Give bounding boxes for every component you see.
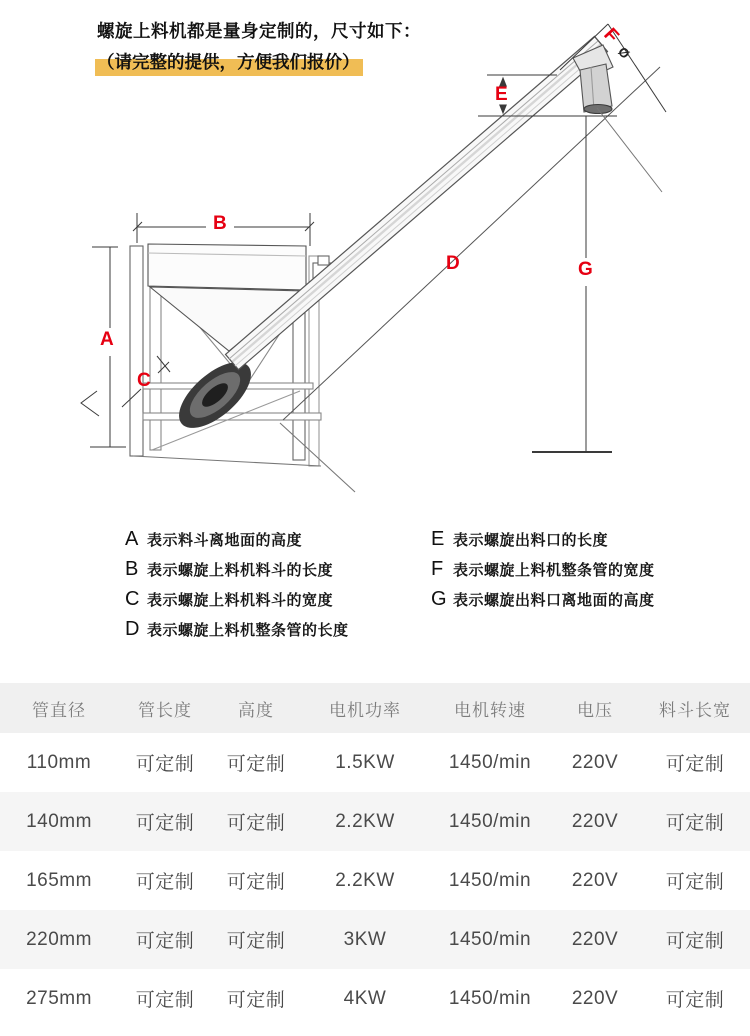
spec-table <box>0 683 750 1028</box>
page-title: 螺旋上料机都是量身定制的，尺寸如下： <box>97 21 421 41</box>
highlighted-note: （请完整的提供，方便我们报价） <box>95 51 363 76</box>
legend-item-b <box>125 558 349 588</box>
dim-label-g: G <box>578 259 593 280</box>
table-cell: 可定制 <box>226 754 286 775</box>
legend-description: 表示螺旋上料机整条管的长度 <box>147 622 349 639</box>
column-header: 管直径 <box>32 700 86 720</box>
table-cell: 可定制 <box>135 872 195 893</box>
column-header: 电机转速 <box>454 700 526 720</box>
table-cell: 1.5KW <box>335 751 395 773</box>
table-cell: 110mm <box>26 751 92 773</box>
column-header: 管长度 <box>138 700 192 720</box>
table-cell: 1450/min <box>448 751 532 773</box>
legend-letter: E <box>431 528 445 550</box>
drive-motor <box>168 350 262 439</box>
legend-item-d <box>125 618 349 648</box>
spec-table-header <box>0 683 750 733</box>
table-cell: 可定制 <box>135 931 195 952</box>
table-cell: 1450/min <box>448 869 532 891</box>
discharge-spout <box>573 45 613 114</box>
table-cell: 可定制 <box>226 872 286 893</box>
table-cell: 220V <box>571 810 619 832</box>
table-cell: 可定制 <box>665 813 725 834</box>
table-row <box>0 969 750 1028</box>
table-cell: 可定制 <box>665 931 725 952</box>
table-cell: 2.2KW <box>335 869 395 891</box>
table-cell: 可定制 <box>665 872 725 893</box>
table-row <box>0 792 750 851</box>
table-cell: 可定制 <box>226 990 286 1011</box>
table-row <box>0 851 750 910</box>
table-cell: 275mm <box>26 987 92 1009</box>
table-cell: 可定制 <box>135 990 195 1011</box>
table-cell: 2.2KW <box>335 810 395 832</box>
legend-letter: A <box>125 528 139 550</box>
legend-description: 表示料斗离地面的高度 <box>147 532 303 549</box>
legend-description: 表示螺旋上料机料斗的长度 <box>147 562 334 579</box>
legend-item-a <box>125 528 349 558</box>
legend-letter: F <box>431 558 444 580</box>
column-header: 电压 <box>577 700 613 720</box>
table-cell: 140mm <box>26 810 92 832</box>
column-header: 电机功率 <box>329 700 401 720</box>
legend-description: 表示螺旋出料口离地面的高度 <box>453 592 655 609</box>
legend-description: 表示螺旋出料口的长度 <box>453 532 609 549</box>
table-row <box>0 733 750 792</box>
dim-label-d: D <box>446 253 460 274</box>
column-header: 料斗长宽 <box>659 700 731 720</box>
dim-label-b: B <box>213 213 227 234</box>
legend-item-e <box>431 528 655 558</box>
table-cell: 220mm <box>26 928 92 950</box>
dim-label-f: F <box>599 24 623 48</box>
legend-letter: D <box>125 618 140 640</box>
table-cell: 1450/min <box>448 928 532 950</box>
table-cell: 可定制 <box>226 931 286 952</box>
table-cell: 可定制 <box>665 754 725 775</box>
legend-column-right <box>431 528 655 618</box>
table-cell: 可定制 <box>135 754 195 775</box>
table-cell: 220V <box>571 987 619 1009</box>
legend-letter: C <box>125 588 140 610</box>
screw-tube <box>226 36 608 369</box>
legend-item-c <box>125 588 349 618</box>
legend-column-left <box>125 528 349 648</box>
legend-item-g <box>431 588 655 618</box>
legend-letter: B <box>125 558 139 580</box>
page-subtitle <box>95 49 363 74</box>
table-cell: 可定制 <box>135 813 195 834</box>
dim-label-a: A <box>100 329 114 350</box>
dim-label-c: C <box>137 370 151 391</box>
table-cell: 可定制 <box>665 990 725 1011</box>
legend-description: 表示螺旋上料机整条管的宽度 <box>453 562 655 579</box>
table-cell: 1450/min <box>448 810 532 832</box>
table-cell: 1450/min <box>448 987 532 1009</box>
table-cell: 220V <box>571 928 619 950</box>
table-cell: 3KW <box>343 928 387 950</box>
table-cell: 4KW <box>343 987 387 1009</box>
table-cell: 220V <box>571 751 619 773</box>
column-header: 高度 <box>238 700 274 720</box>
table-cell: 165mm <box>26 869 92 891</box>
table-row <box>0 910 750 969</box>
diameter-symbol: Ø <box>615 44 633 62</box>
table-cell: 220V <box>571 869 619 891</box>
legend-letter: G <box>431 588 447 610</box>
legend-item-f <box>431 558 655 588</box>
dim-label-e: E <box>495 84 508 105</box>
table-cell: 可定制 <box>226 813 286 834</box>
legend-description: 表示螺旋上料机料斗的宽度 <box>147 592 334 609</box>
